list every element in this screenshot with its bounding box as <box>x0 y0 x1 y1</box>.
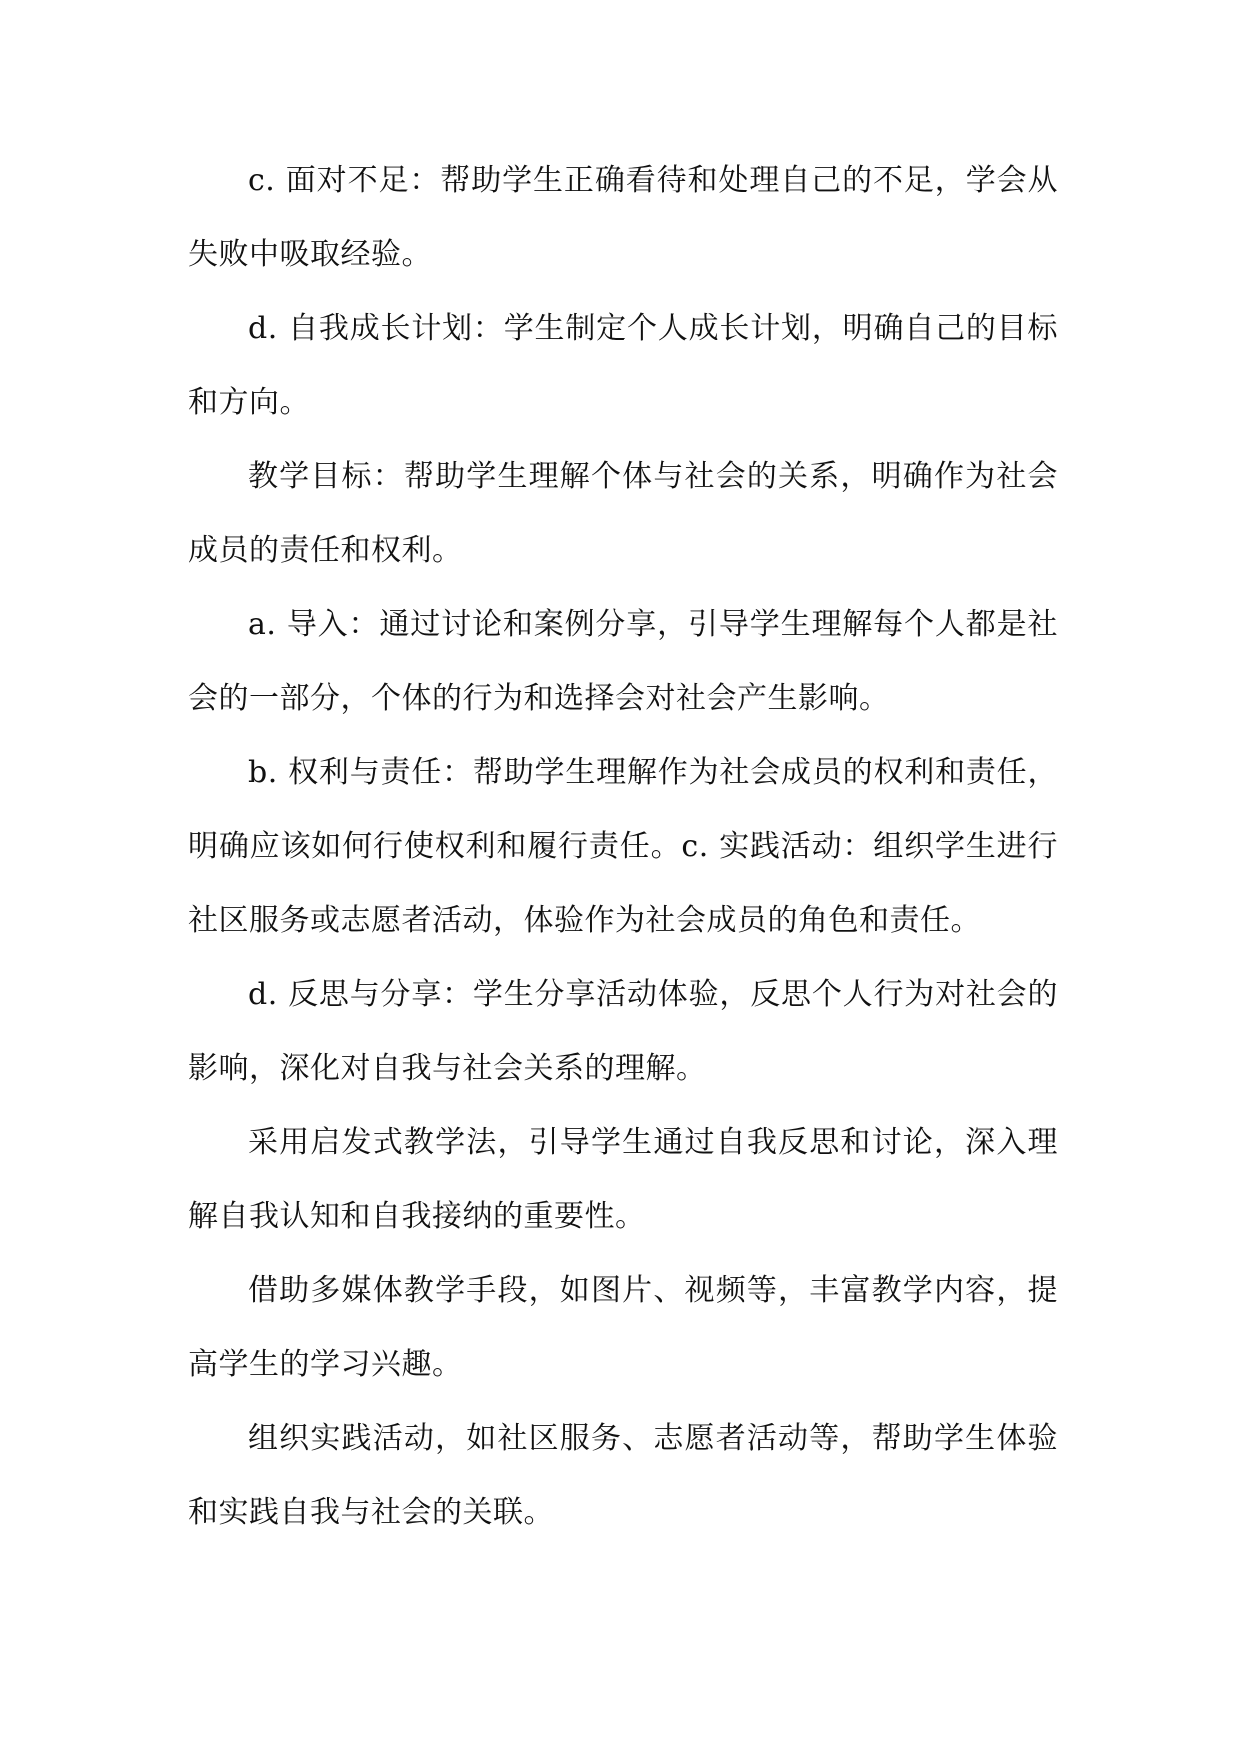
paragraph-teaching-goal: 教学目标：帮助学生理解个体与社会的关系，明确作为社会成员的责任和权利。 <box>188 459 1058 568</box>
paragraph-multimedia: 借助多媒体教学手段，如图片、视频等，丰富教学内容，提高学生的学习兴趣。 <box>188 1273 1058 1382</box>
paragraph-face-shortcomings: c. 面对不足：帮助学生正确看待和处理自己的不足，学会从失败中吸取经验。 <box>188 163 1058 272</box>
paragraph-introduction: a. 导入：通过讨论和案例分享，引导学生理解每个人都是社会的一部分，个体的行为和选择会对社会产生影响。 <box>188 607 1058 716</box>
paragraph-growth-plan: d. 自我成长计划：学生制定个人成长计划，明确自己的目标和方向。 <box>188 311 1058 420</box>
paragraph-rights-responsibilities: b. 权利与责任：帮助学生理解作为社会成员的权利和责任，明确应该如何行使权利和履行责任。c. 实践活动：组织学生进行社区服务或志愿者活动，体验作为社会成员的角色和责任。 <box>188 755 1058 938</box>
paragraph-practice-activities: 组织实践活动，如社区服务、志愿者活动等，帮助学生体验和实践自我与社会的关联。 <box>188 1421 1058 1530</box>
paragraph-reflection-sharing: d. 反思与分享：学生分享活动体验，反思个人行为对社会的影响，深化对自我与社会关系的理解。 <box>188 977 1058 1086</box>
document-body <box>188 144 1058 1550</box>
paragraph-heuristic-method: 采用启发式教学法，引导学生通过自我反思和讨论，深入理解自我认知和自我接纳的重要性。 <box>188 1125 1058 1234</box>
